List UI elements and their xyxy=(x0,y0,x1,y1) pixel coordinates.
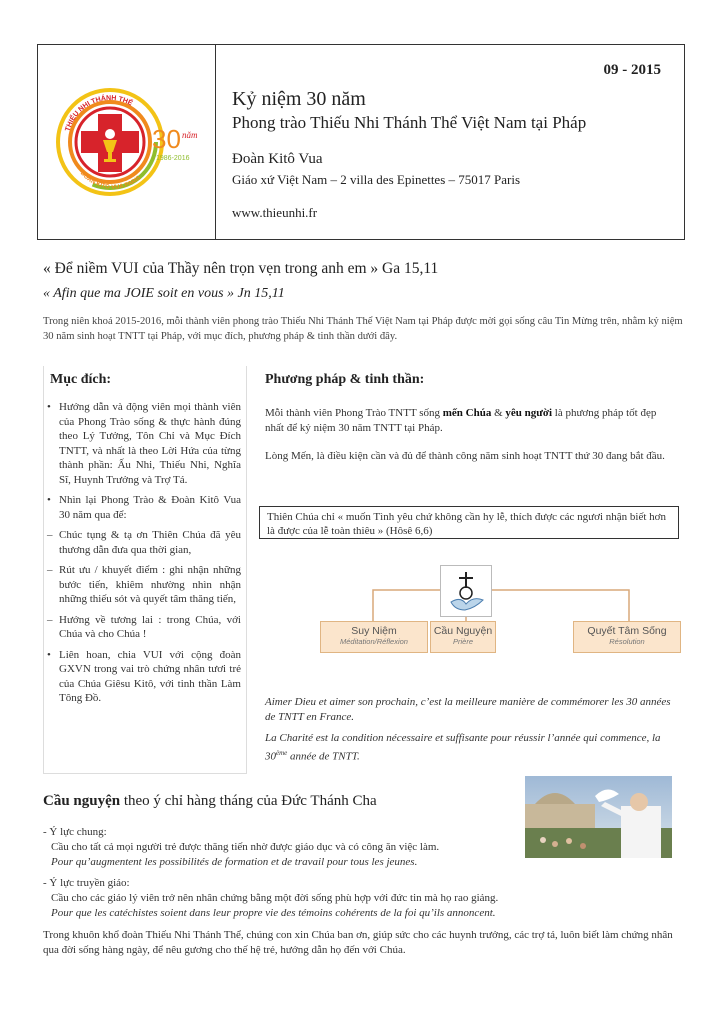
list-item-text: Hướng về tương lai : trong Chúa, với Chúa và cho Chúa ! xyxy=(59,613,241,640)
list-item-text: Nhìn lại Phong Trào & Đoàn Kitô Vua 30 năm qua để: xyxy=(59,494,241,521)
phuong-phap-paragraph-2: Lòng Mến, là điều kiện cần và đủ để thành công năm sinh hoạt TNTT thứ 30 đang bắt đầu. xyxy=(265,450,665,462)
address: Giáo xứ Việt Nam – 2 villa des Epinettes – 75017 Paris xyxy=(232,172,521,187)
tntt-30-years-logo xyxy=(48,70,208,210)
list-marker: – xyxy=(47,529,53,541)
muc-dich-heading: Mục đích: xyxy=(50,372,112,387)
logo-years: 1986-2016 xyxy=(156,155,190,162)
list-item xyxy=(47,563,241,607)
list-marker: – xyxy=(47,613,53,626)
closing-paragraph: Trong khuôn khổ đoàn Thiếu Nhi Thánh Thể, chúng con xin Chúa ban ơn, giúp sức cho các huynh trưởng, các trợ tá, luôn biết làm chứng nhân qua đời sống hàng ngày, để nêu gương cho thế hệ trẻ, hướng dẫn họ đến với Chúa. xyxy=(43,929,673,956)
y-luc-chung-fr: Pour qu’augmentent les possibilités de formation et de travail pour tous les jeunes. xyxy=(51,856,418,868)
list-item-text: Rút ưu / khuyết điểm : ghi nhận những bước tiến, khiêm nhường nhìn nhận những thiếu sót và quyết tâm thăng tiến, xyxy=(59,564,241,605)
eucharist-dove-icon xyxy=(440,565,492,617)
page-title: Kỷ niệm 30 năm xyxy=(232,88,366,110)
diagram-connectors xyxy=(300,560,700,630)
diagram-box-cau-nguyen xyxy=(430,621,496,653)
y-luc-truyen-giao xyxy=(43,876,543,921)
diagram-box-sublabel: Méditation/Réflexion xyxy=(340,637,408,646)
header-divider xyxy=(215,44,216,240)
diagram-box-sublabel: Résolution xyxy=(609,637,645,646)
list-item xyxy=(47,613,241,642)
intro-paragraph: Trong niên khoá 2015-2016, mỗi thành viên phong trào Thiếu Nhi Thánh Thể Việt Nam tại Pháp được mời gọi sống câu Tin Mừng trên, nhằm kỷ niệm 30 năm sinh hoạt TNTT tại Pháp, với mục đích, phương pháp & tinh thần dưới đây. xyxy=(43,316,683,342)
french-paragraph-2 xyxy=(265,731,677,765)
list-item xyxy=(47,528,241,557)
doan-name: Đoàn Kitô Vua xyxy=(232,151,323,167)
list-item xyxy=(47,648,241,706)
y-luc-chung xyxy=(43,825,543,870)
heading-bold: Cầu nguyện xyxy=(43,793,121,809)
phuong-phap-paragraph-1 xyxy=(265,406,677,436)
phuong-phap-heading: Phương pháp & tinh thần: xyxy=(265,372,425,387)
y-luc-truyen-giao-label: - Ý lực truyền giáo: xyxy=(43,877,130,889)
diagram-box-sublabel: Prière xyxy=(452,637,473,646)
list-marker: • xyxy=(47,494,51,506)
list-item xyxy=(47,400,241,487)
list-item-text: Hướng dẫn và động viên mọi thành viên của Phong Trào sống & thực hành đúng theo Lý Tưởng, Tôn Chỉ và Mục Đích TNTT, và nhất là theo Lời Hứa của từng thành phần: Ấu Nhi, Thiếu Nhi, Nghĩa Sĩ, Huynh Trưởng và Trợ Tá. xyxy=(59,401,241,486)
website-link[interactable]: www.thieunhi.fr xyxy=(232,205,318,220)
list-item-text: Liên hoan, chia VUI với cộng đoàn GXVN trong vai trò chứng nhân tươi trẻ của Chúa Giêsu Kitô, với tinh thần Làm Tông Đồ. xyxy=(59,648,241,704)
y-luc-chung-label: - Ý lực chung: xyxy=(43,826,107,838)
emphasis-men-chua: mến Chúa xyxy=(442,407,492,419)
diagram-box-label: Cầu Nguyện xyxy=(433,625,493,637)
y-luc-chung-vn: Cầu cho tất cả mọi người trẻ được thăng tiến nhờ được giáo dục và có công ăn việc làm. xyxy=(51,841,440,853)
superscript: ème xyxy=(276,749,288,757)
text-run: La Charité est la condition nécessaire et suffisante pour réussir l’année qui commence, la 30 xyxy=(265,732,661,763)
y-luc-truyen-giao-fr: Pour que les catéchistes soient dans leur propre vie des témoins cohérents de la foi qu’ils annoncent. xyxy=(51,907,496,919)
diagram-box-quyet-tam-song xyxy=(573,621,681,653)
scripture-quote-fr: « Afin que ma JOIE soit en vous » Jn 15,11 xyxy=(43,286,285,301)
pope-with-dove-photo xyxy=(525,776,672,858)
emphasis-yeu-nguoi: yêu người xyxy=(505,407,553,419)
list-item xyxy=(47,493,241,522)
cau-nguyen-heading xyxy=(43,793,377,810)
muc-dich-list xyxy=(47,400,241,712)
text-run: là phương pháp tốt đẹp nhất để kỷ niệm 30 năm TNTT tại Pháp. xyxy=(265,407,657,434)
heading-rest: theo ý chỉ hàng tháng của Đức Thánh Cha xyxy=(120,793,377,809)
scripture-quote-vn: « Để niềm VUI của Thầy nên trọn vẹn trong anh em » Ga 15,11 xyxy=(43,260,439,277)
diagram-box-label: Quyết Tâm Sống xyxy=(587,625,667,637)
logo-arc-text-top: THIẾU NHI THÁNH THỂ xyxy=(64,94,134,133)
list-item-text: Chúc tụng & tạ ơn Thiên Chúa đã yêu thương dẫn đưa qua thời gian, xyxy=(59,529,241,556)
issue-date: 09 - 2015 xyxy=(603,62,661,78)
french-paragraph-1: Aimer Dieu et aimer son prochain, c’est la meilleure manière de commémorer les 30 années de TNTT en France. xyxy=(265,696,671,723)
diagram-box-suy-niem xyxy=(320,621,428,653)
logo-number: 30 xyxy=(152,124,181,154)
list-marker: • xyxy=(47,648,51,661)
list-marker: – xyxy=(47,564,53,576)
text-run: Mỗi thành viên Phong Trào TNTT sống xyxy=(265,407,443,419)
diagram-box-label: Suy Niệm xyxy=(351,625,397,637)
logo-number-suffix: năm xyxy=(182,130,198,140)
logo-arc-text-bottom: ĐOÀN KITÔ VUA PARIS xyxy=(78,170,143,191)
page-subtitle: Phong trào Thiếu Nhi Thánh Thể Việt Nam tại Pháp xyxy=(232,113,587,132)
text-run: & xyxy=(491,407,506,419)
y-luc-truyen-giao-vn: Cầu cho các giáo lý viên trở nên nhân chứng bằng một đời sống phù hợp với đức tin mà họ rao giảng. xyxy=(51,892,499,904)
hosea-boxed-quote: Thiên Chúa chỉ « muốn Tình yêu chứ không cần hy lễ, thích được các ngươi nhận biết hơn là được của lễ toàn thiêu » (Hôsê 6,6) xyxy=(259,506,679,539)
text-run: année de TNTT. xyxy=(287,750,360,763)
list-marker: • xyxy=(47,401,51,413)
